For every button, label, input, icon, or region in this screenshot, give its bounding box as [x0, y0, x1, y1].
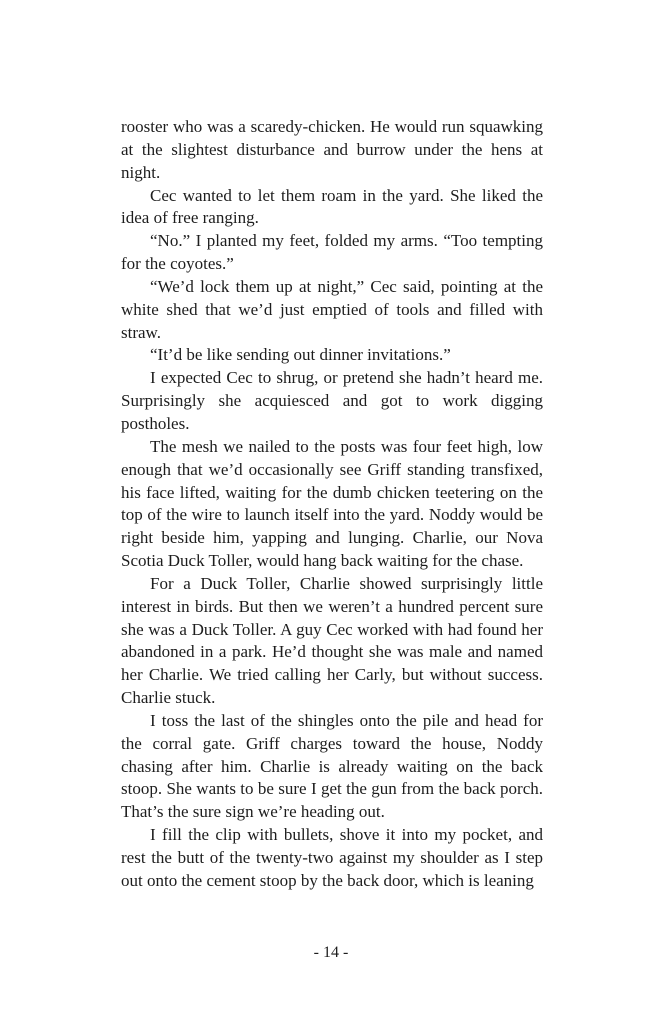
- page-body: [121, 116, 543, 893]
- paragraph: I fill the clip with bullets, shove it into my pocket, and rest the butt of the twenty-two against my shoulder as I step out onto the cement stoop by the back door, which is leaning: [121, 825, 543, 890]
- page-number: - 14 -: [313, 944, 349, 961]
- paragraph: “It’d be like sending out dinner invitations.”: [150, 345, 451, 365]
- paragraph: rooster who was a scaredy-chicken. He would run squawking at the slightest disturbance and burrow under the hens at night.: [121, 117, 543, 182]
- paragraph: I toss the last of the shingles onto the pile and head for the corral gate. Griff charges toward the house, Noddy chasing after him. Charlie is already waiting on the back stoop. She wants to be sure I get the gun from the back porch. That’s the sure sign we’re heading out.: [121, 710, 543, 822]
- paragraph: For a Duck Toller, Charlie showed surprisingly little interest in birds. But then we weren’t a hundred percent sure she was a Duck Toller. A guy Cec worked with had found her abandoned in a park. He’d thought she was male and named her Charlie. We tried calling her Carly, but without success. Charlie stuck.: [121, 573, 543, 708]
- paragraph: “We’d lock them up at night,” Cec said, pointing at the white shed that we’d just emptied of tools and filled with straw.: [121, 276, 543, 342]
- paragraph: “No.” I planted my feet, folded my arms. “Too tempting for the coyotes.”: [121, 231, 543, 274]
- paragraph: Cec wanted to let them roam in the yard. She liked the idea of free ranging.: [121, 185, 543, 228]
- paragraph: I expected Cec to shrug, or pretend she hadn’t heard me. Surprisingly she acquiesced and got to work digging postholes.: [121, 368, 543, 433]
- paragraph: The mesh we nailed to the posts was four feet high, low enough that we’d occasionally see Griff standing transfixed, his face lifted, waiting for the dumb chicken teetering on the top of the wire to launch itself into the yard. Noddy would be right beside him, yapping and lunging. Charlie, our Nova Scotia Duck Toller, would hang back waiting for the chase.: [121, 436, 543, 571]
